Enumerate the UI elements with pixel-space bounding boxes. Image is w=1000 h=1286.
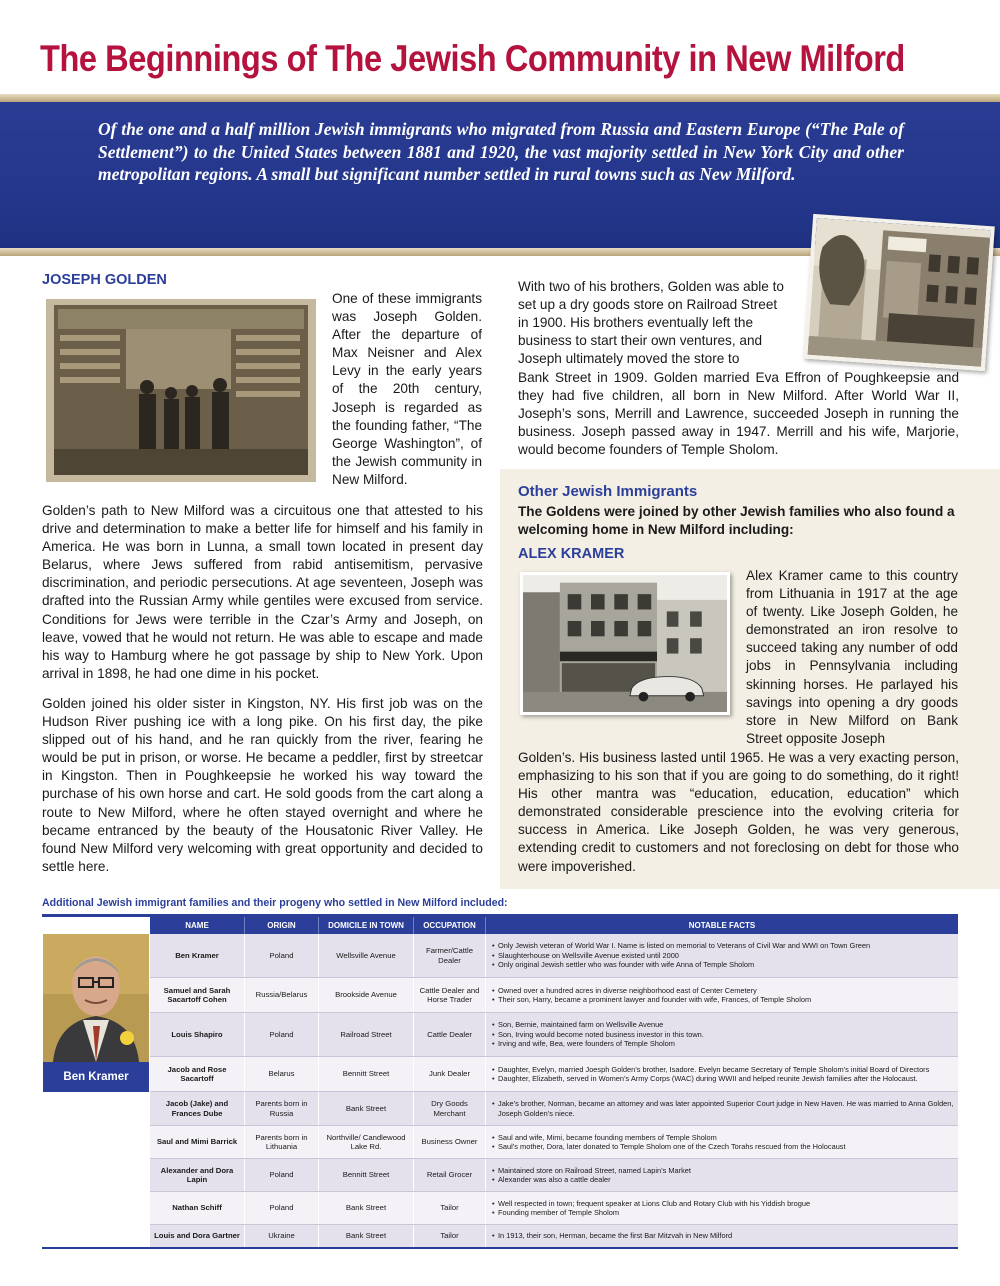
cell-name: Louis Shapiro [150,1013,245,1056]
other-immigrants-subtitle: The Goldens were joined by other Jewish families who also found a welcoming home in New Milford including: [518,504,955,537]
cell-occupation: Dry Goods Merchant [414,1092,486,1125]
cell-origin: Ukraine [245,1225,319,1247]
fact-item: • Irving and wife, Bea, were founders of Temple Sholom [492,1039,704,1048]
cell-domicile: Northville/ Candlewood Lake Rd. [319,1126,414,1158]
table-row [150,1057,958,1092]
cell-facts [486,978,958,1012]
cell-domicile: Bank Street [319,1225,414,1247]
cell-origin: Poland [245,1159,319,1191]
fact-item: • Son, Irving would become noted business investor in this town. [492,1030,704,1039]
kramer-paragraph-1a: Alex Kramer came to this country from Lithuania in 1917 at the age of twenty. Like Joseph Golden, he demonstrated an iron resolve to succeed taking any number of odd jobs in Pennsylvania including skinning horses. He parlayed his savings into opening a dry goods store in New Milford on Bank Street opposite Joseph [746,568,958,746]
cell-domicile: Railroad Street [319,1013,414,1056]
cell-facts [486,1092,958,1125]
golden-paragraph-4a: With two of his brothers, Golden was able to set up a dry goods store on Railroad Street in 1900. His brothers eventually left the business to start their own ventures, and Joseph ultimately moved the store to [518,279,784,367]
cell-occupation: Tailor [414,1225,486,1247]
table-row [150,1192,958,1225]
cell-domicile: Bank Street [319,1192,414,1224]
cell-occupation: Business Owner [414,1126,486,1158]
cell-origin: Russia/Belarus [245,978,319,1012]
header-domicile: DOMICILE IN TOWN [319,917,414,934]
table-row [150,1159,958,1192]
cell-origin: Parents born in Russia [245,1092,319,1125]
joseph-golden-heading: JOSEPH GOLDEN [42,272,167,288]
golden-paragraph-4b: Bank Street in 1909. Golden married Eva Effron of Poughkeepsie and they had five children, all born in New Milford. After World War II, Joseph’s sons, Merrill and Lawrence, succeeded Joseph in running the business. Joseph passed away in 1947. Merrill and his wife, Marjorie, would become founders of Temple Sholom. [518,370,959,458]
cell-name: Jacob and Rose Sacartoff [150,1057,245,1091]
cell-occupation: Cattle Dealer and Horse Trader [414,978,486,1012]
golden-family-photo [46,299,316,482]
header-occupation: OCCUPATION [414,917,486,934]
header-origin: ORIGIN [245,917,319,934]
fact-item: • Alexander was also a cattle dealer [492,1175,691,1184]
fact-item: • Son, Bernie, maintained farm on Wellsville Avenue [492,1020,704,1029]
cell-facts [486,1057,958,1091]
fact-item: • Only original Jewish settler who was founder with wife Anna of Temple Sholom [492,960,870,969]
cell-domicile: Brookside Avenue [319,978,414,1012]
kramer-street-photo [520,572,730,715]
golden-paragraph-3: Golden joined his older sister in Kingston, NY. His first job was on the Hudson River pushing ice with a long pike. On his first day, the pike slipped out of his hand, and he ran quickly from the river, fearing he would be put in prison, or worse. He became a peddler, first by streetcar in Kingston. Then in Poughkeepsie he worked his way toward the purchase of his own horse and cart. He sold goods from the cart along a route to New Milford, where he often stayed overnight and where he became entranced by the beauty of the Housatonic River Valley. He found New Milford very welcoming with great opportunity and decided to settle here. [42,696,483,874]
cell-occupation: Cattle Dealer [414,1013,486,1056]
fact-item: • Jake’s brother, Norman, became an attorney and was later appointed Superior Court judge in New Haven. He was married to Anna Golden, Joseph Golden’s niece. [492,1099,954,1118]
intro-text: Of the one and a half million Jewish immigrants who migrated from Russia and Eastern Europe (“The Pale of Settlement”) to the United States between 1881 and 1920, the vast majority settled in New York City and other metropolitan regions. A small but significant number settled in rural towns such as New Milford. [98,119,904,185]
cell-domicile: Bennitt Street [319,1159,414,1191]
fact-item: • Their son, Harry, became a prominent lawyer and founder with wife, Frances, of Temple Sholom [492,995,811,1004]
ben-kramer-portrait [43,934,149,1062]
fact-item: • Daughter, Evelyn, married Joesph Golden’s brother, Isadore. Evelyn became Secretary of Temple Sholom’s initial Board of Directors [492,1065,929,1074]
fact-item: • Saul’s mother, Dora, later donated to Temple Sholom one of the Czech Torahs rescued from the Holocaust [492,1142,846,1151]
cell-origin: Poland [245,1013,319,1056]
cell-facts [486,1225,958,1247]
table-row [150,1092,958,1126]
cell-origin: Poland [245,934,319,977]
cell-domicile: Bennitt Street [319,1057,414,1091]
fact-item: • Saul and wife, Mimi, became founding members of Temple Sholom [492,1133,846,1142]
fact-item: • Only Jewish veteran of World War I. Name is listed on memorial to Veterans of Civil War and WWI on Town Green [492,941,870,950]
cell-facts [486,1192,958,1224]
golden-paragraph-1: One of these immigrants was Joseph Golden. After the departure of Max Neisner and Alex Levy in the early years of the 20th century, Joseph is regarded as the founding father, “The George Washington”, of the Jewish community in New Milford. [332,291,482,487]
table-row [150,1013,958,1057]
header-name: NAME [150,917,245,934]
cell-occupation: Junk Dealer [414,1057,486,1091]
cell-name: Nathan Schiff [150,1192,245,1224]
kramer-paragraph-1b: Golden’s. His business lasted until 1965. He was a very exacting person, emphasizing to his son that if you are going to do something, do it right! His other mantra was “education, education, education” which demonstrated considerable prescience into the evolving criteria for success in America. Like Joseph Golden, he was very generous, extending credit to customers and not foreclosing on debt for those who were impoverished. [518,750,959,874]
cell-domicile: Wellsville Avenue [319,934,414,977]
gold-rule-top [0,94,1000,102]
header-notable-facts: NOTABLE FACTS [688,921,756,930]
golden-paragraph-2: Golden’s path to New Milford was a circuitous one that attested to his drive and determination to make a better life for himself and his family in America. He was born in Lunna, a small town located in present day Belarus, where Jews suffered from rabid antisemitism, pervasive discrimination, and periodic persecutions. At age seventeen, Joseph was drafted into the Russian Army while gentiles were excused from service. Conditions for Jews were terrible in the Czar’s Army and Joseph, on leave, vowed that he would not return. He was able to escape and made his way to Hamburg where he got passage by ship to New York. Upon arrival in 1898, he had one dime in his pocket. [42,503,483,681]
cell-facts [486,1013,958,1056]
ben-kramer-label: Ben Kramer [43,1062,149,1092]
fact-item: • Owned over a hundred acres in diverse neighborhood east of Center Cemetery [492,986,811,995]
table-row [150,1225,958,1247]
cell-facts [486,1159,958,1191]
cell-name: Louis and Dora Gartner [150,1225,245,1247]
table-caption: Additional Jewish immigrant families and their progeny who settled in New Milford included: [42,897,508,909]
fact-item: • Maintained store on Railroad Street, named Lapin’s Market [492,1166,691,1175]
page-title: The Beginnings of The Jewish Community in New Milford [40,38,905,79]
fact-item: • Well respected in town; frequent speaker at Lions Club and Rotary Club with his Yiddish brogue [492,1199,810,1208]
cell-facts [486,1126,958,1158]
other-immigrants-heading: Other Jewish Immigrants [518,483,698,500]
fact-item: • Daughter, Elizabeth, served in Women’s Army Corps (WAC) during WWII and helped reunite Jewish families after the Holocaust. [492,1074,929,1083]
golden-store-photo [803,214,995,371]
families-table [150,934,958,1247]
table-bottom-rule [42,1247,958,1249]
table-row [150,934,958,978]
cell-domicile: Bank Street [319,1092,414,1125]
cell-name: Ben Kramer [150,934,245,977]
cell-occupation: Retail Grocer [414,1159,486,1191]
table-header [150,917,958,934]
fact-item: • Slaughterhouse on Wellsville Avenue existed until 2000 [492,951,870,960]
cell-origin: Poland [245,1192,319,1224]
fact-item: • In 1913, their son, Herman, became the first Bar Mitzvah in New Milford [492,1231,732,1240]
alex-kramer-heading: ALEX KRAMER [518,546,625,562]
cell-name: Samuel and Sarah Sacartoff Cohen [150,978,245,1012]
fact-item: • Founding member of Temple Sholom [492,1208,810,1217]
cell-origin: Belarus [245,1057,319,1091]
table-row [150,1126,958,1159]
cell-facts [486,934,958,977]
cell-name: Jacob (Jake) and Frances Dube [150,1092,245,1125]
cell-occupation: Tailor [414,1192,486,1224]
cell-occupation: Farmer/Cattle Dealer [414,934,486,977]
cell-name: Alexander and Dora Lapin [150,1159,245,1191]
cell-name: Saul and Mimi Barrick [150,1126,245,1158]
table-row [150,978,958,1013]
cell-origin: Parents born in Lithuania [245,1126,319,1158]
